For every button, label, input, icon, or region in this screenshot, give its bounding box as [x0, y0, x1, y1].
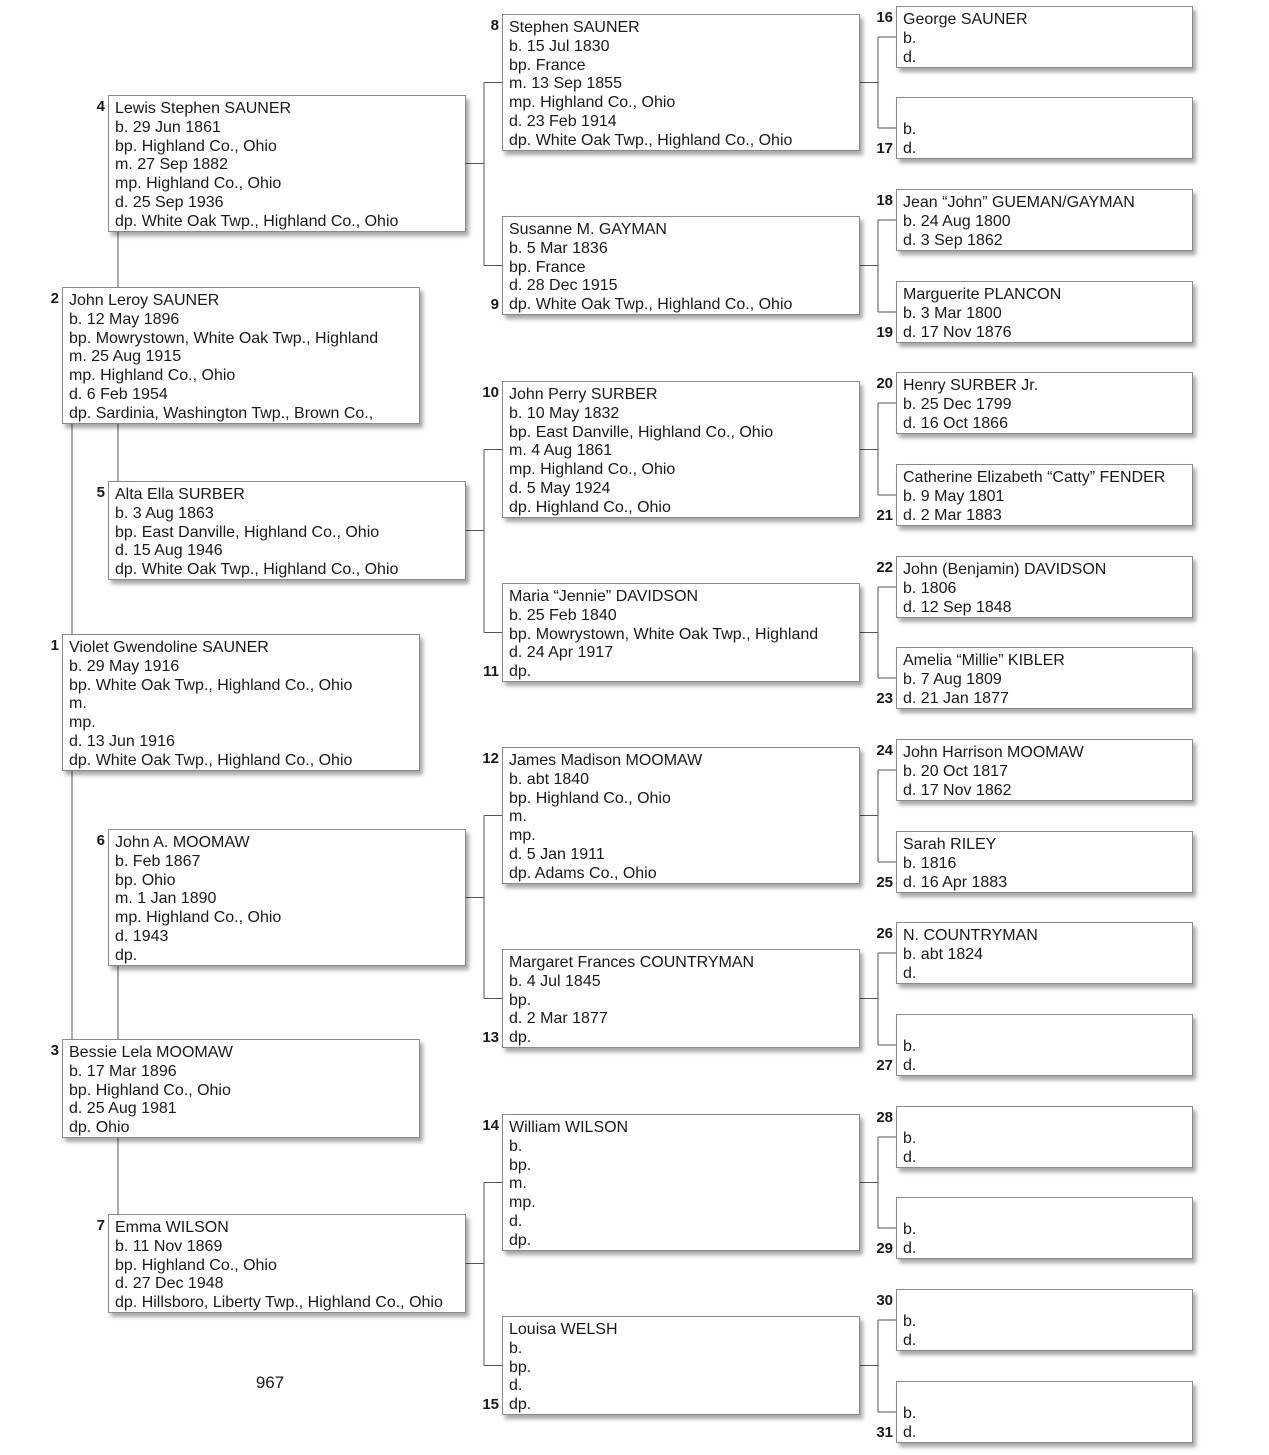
ahnentafel-number-24: 24 [876, 742, 893, 759]
person-name: James Madison MOOMAW [509, 752, 703, 769]
person-fact: b. 9 May 1801 [903, 487, 1005, 505]
person-fact: dp. White Oak Twp., Highland Co., Ohio [509, 296, 793, 314]
ahnentafel-number-28: 28 [876, 1109, 893, 1126]
ahnentafel-number-6: 6 [96, 832, 105, 849]
ahnentafel-number-8: 8 [490, 17, 499, 34]
person-fact: dp. Ohio [69, 1119, 130, 1137]
person-fact: d. 2 Mar 1883 [903, 506, 1002, 524]
person-fact: d. 21 Jan 1877 [903, 689, 1009, 707]
person-fact: b. [509, 1339, 523, 1357]
person-fact: b. 1806 [903, 579, 957, 597]
person-fact: b. [903, 1130, 917, 1147]
ahnentafel-number-15: 15 [482, 1396, 499, 1413]
person-box-20 [896, 372, 1193, 434]
person-fact: b. 7 Aug 1809 [903, 670, 1002, 688]
person-fact: m. 1 Jan 1890 [115, 890, 217, 908]
person-fact: dp. Sardinia, Washington Twp., Brown Co., [69, 404, 374, 422]
ahnentafel-number-10: 10 [482, 384, 499, 401]
person-fact: mp. Highland Co., Ohio [509, 94, 676, 112]
person-fact: dp. Highland Co., Ohio [509, 498, 671, 516]
person-box-9 [502, 216, 860, 315]
person-box-24 [896, 739, 1193, 801]
person-fact: b. 3 Mar 1800 [903, 304, 1002, 322]
page-number: 967 [255, 1373, 285, 1392]
person-fact: d. 2 Mar 1877 [509, 1010, 608, 1028]
ahnentafel-number-5: 5 [96, 484, 105, 501]
ahnentafel-number-4: 4 [96, 98, 105, 115]
ahnentafel-number-23: 23 [876, 690, 893, 707]
person-fact: d. [903, 964, 917, 982]
person-fact: d. 25 Sep 1936 [115, 193, 224, 211]
ahnentafel-number-11: 11 [483, 663, 499, 680]
person-fact: b. abt 1840 [509, 770, 590, 788]
person-box-16 [896, 6, 1193, 68]
ahnentafel-number-18: 18 [876, 192, 893, 209]
person-fact: b. 1816 [903, 854, 957, 872]
person-fact: d. 17 Nov 1862 [903, 781, 1012, 799]
person-box-22 [896, 556, 1193, 618]
person-fact: d. [509, 1212, 523, 1230]
person-fact: d. 12 Sep 1848 [903, 598, 1012, 616]
person-fact: m. [509, 1175, 527, 1193]
person-fact: d. [903, 139, 917, 157]
ahnentafel-number-9: 9 [490, 296, 499, 313]
person-name: Margaret Frances COUNTRYMAN [509, 954, 755, 971]
person-fact: d. 15 Aug 1946 [115, 542, 223, 560]
person-fact: mp. Highland Co., Ohio [509, 461, 676, 479]
ahnentafel-number-29: 29 [876, 1240, 893, 1257]
person-box-11 [502, 583, 860, 682]
person-fact: bp. Ohio [115, 871, 176, 889]
person-name: Stephen SAUNER [509, 19, 640, 36]
person-fact: mp. [509, 1194, 536, 1212]
person-fact: b. [903, 1038, 917, 1055]
person-fact: d. 5 May 1924 [509, 479, 611, 497]
person-box-21 [896, 464, 1193, 526]
person-box-17 [896, 97, 1193, 159]
person-box-28 [896, 1106, 1193, 1168]
person-fact: b. abt 1824 [903, 945, 984, 963]
person-fact: b. [903, 1313, 917, 1330]
person-box-6 [108, 829, 466, 966]
person-fact: dp. [509, 663, 532, 681]
person-fact: b. 29 May 1916 [69, 657, 180, 675]
person-fact: b. [903, 1221, 917, 1238]
person-fact: b. [903, 29, 917, 47]
ahnentafel-number-19: 19 [876, 324, 893, 341]
ahnentafel-number-16: 16 [876, 9, 893, 26]
person-name: Jean “John” GUEMAN/GAYMAN [903, 194, 1135, 211]
person-fact: dp. Adams Co., Ohio [509, 864, 657, 882]
person-fact: dp. White Oak Twp., Highland Co., Ohio [115, 212, 399, 230]
ahnentafel-number-17: 17 [876, 140, 893, 157]
person-fact: b. [903, 1405, 917, 1422]
person-fact: b. 11 Nov 1869 [115, 1237, 223, 1255]
person-box-25 [896, 831, 1193, 893]
ahnentafel-number-12: 12 [482, 750, 499, 767]
person-fact: d. 6 Feb 1954 [69, 385, 168, 403]
person-fact: b. 25 Dec 1799 [903, 395, 1012, 413]
person-name: Catherine Elizabeth “Catty” FENDER [903, 469, 1166, 486]
person-fact: d. 3 Sep 1862 [903, 231, 1003, 249]
person-name: John Leroy SAUNER [69, 292, 220, 309]
ahnentafel-number-25: 25 [876, 874, 893, 891]
person-box-1 [62, 634, 420, 771]
person-box-29 [896, 1197, 1193, 1259]
person-fact: bp. White Oak Twp., Highland Co., Ohio [69, 676, 353, 694]
person-box-26 [896, 922, 1193, 984]
person-fact: d. 17 Nov 1876 [903, 323, 1012, 341]
person-fact: d. [903, 1423, 917, 1441]
ahnentafel-number-27: 27 [876, 1057, 893, 1074]
person-fact: bp. East Danville, Highland Co., Ohio [115, 523, 380, 541]
person-box-5 [108, 481, 466, 580]
person-fact: b. [509, 1137, 523, 1155]
person-fact: m. 25 Aug 1915 [69, 348, 182, 366]
person-name: John (Benjamin) DAVIDSON [903, 561, 1107, 578]
ahnentafel-number-7: 7 [96, 1217, 105, 1234]
person-name: Lewis Stephen SAUNER [115, 100, 292, 117]
person-fact: m. [69, 695, 87, 713]
person-box-12 [502, 747, 860, 884]
ahnentafel-number-26: 26 [876, 925, 893, 942]
person-fact: bp. France [509, 56, 586, 74]
person-fact: bp. Highland Co., Ohio [509, 789, 671, 807]
person-fact: b. 24 Aug 1800 [903, 212, 1011, 230]
person-fact: dp. [115, 946, 138, 964]
person-fact: b. 3 Aug 1863 [115, 504, 214, 522]
person-fact: b. 29 Jun 1861 [115, 118, 221, 136]
person-name: Sarah RILEY [903, 836, 997, 853]
person-name: Henry SURBER Jr. [903, 377, 1039, 394]
person-box-31 [896, 1381, 1193, 1443]
person-fact: mp. Highland Co., Ohio [115, 175, 282, 193]
person-fact: b. 5 Mar 1836 [509, 239, 608, 257]
person-box-3 [62, 1039, 420, 1138]
person-fact: bp. Highland Co., Ohio [115, 1256, 277, 1274]
person-box-19 [896, 281, 1193, 343]
person-name: Bessie Lela MOOMAW [69, 1044, 233, 1061]
person-name: Maria “Jennie” DAVIDSON [509, 588, 699, 605]
person-fact: m. 27 Sep 1882 [115, 156, 228, 174]
person-fact: dp. Hillsboro, Liberty Twp., Highland Co., Ohio [115, 1294, 443, 1312]
person-fact: bp. Mowrystown, White Oak Twp., Highland [69, 329, 379, 347]
person-box-27 [896, 1014, 1193, 1076]
person-fact: d. 16 Oct 1866 [903, 414, 1008, 432]
ahnentafel-number-30: 30 [876, 1292, 893, 1309]
person-box-30 [896, 1289, 1193, 1351]
person-fact: d. 27 Dec 1948 [115, 1275, 224, 1293]
person-box-7 [108, 1214, 466, 1313]
person-fact: dp. White Oak Twp., Highland Co., Ohio [115, 561, 399, 579]
person-name: George SAUNER [903, 11, 1028, 28]
person-name: N. COUNTRYMAN [903, 927, 1038, 944]
person-fact: dp. [509, 1396, 532, 1414]
person-name: William WILSON [509, 1119, 629, 1136]
person-fact: d. [903, 48, 917, 66]
person-name: Emma WILSON [115, 1219, 229, 1236]
person-fact: b. [903, 121, 917, 138]
person-fact: d. 28 Dec 1915 [509, 277, 618, 295]
person-name: Marguerite PLANCON [903, 286, 1062, 303]
person-fact: b. 4 Jul 1845 [509, 972, 601, 990]
person-box-15 [502, 1316, 860, 1415]
person-box-14 [502, 1114, 860, 1251]
person-name: John Harrison MOOMAW [903, 744, 1084, 761]
person-fact: d. 23 Feb 1914 [509, 112, 617, 130]
ahnentafel-number-2: 2 [50, 290, 59, 307]
ahnentafel-number-21: 21 [876, 507, 893, 524]
person-name: John A. MOOMAW [115, 834, 250, 851]
ahnentafel-number-14: 14 [482, 1117, 499, 1134]
person-fact: b. 17 Mar 1896 [69, 1062, 177, 1080]
person-fact: d. [903, 1056, 917, 1074]
person-box-8 [502, 14, 860, 151]
person-fact: bp. Highland Co., Ohio [69, 1081, 231, 1099]
person-name: John Perry SURBER [509, 386, 658, 403]
person-fact: m. 4 Aug 1861 [509, 442, 613, 460]
ahnentafel-number-1: 1 [50, 637, 59, 654]
person-fact: b. 10 May 1832 [509, 404, 620, 422]
person-fact: d. 5 Jan 1911 [509, 845, 605, 863]
person-fact: d. 25 Aug 1981 [69, 1100, 177, 1118]
person-fact: m. 13 Sep 1855 [509, 75, 622, 93]
person-fact: b. Feb 1867 [115, 852, 201, 870]
ahnentafel-number-31: 31 [876, 1424, 893, 1441]
person-fact: dp. White Oak Twp., Highland Co., Ohio [69, 751, 353, 769]
person-box-23 [896, 647, 1193, 709]
person-box-10 [502, 381, 860, 518]
person-fact: d. [903, 1148, 917, 1166]
person-fact: bp. [509, 1156, 532, 1174]
person-name: Louisa WELSH [509, 1321, 618, 1338]
person-fact: bp. Mowrystown, White Oak Twp., Highland [509, 625, 819, 643]
person-fact: b. 20 Oct 1817 [903, 762, 1008, 780]
person-fact: b. 15 Jul 1830 [509, 37, 610, 55]
ahnentafel-number-13: 13 [482, 1029, 499, 1046]
person-fact: dp. [509, 1029, 532, 1047]
ahnentafel-number-22: 22 [876, 559, 893, 576]
person-fact: d. [903, 1331, 917, 1349]
person-fact: m. [509, 808, 527, 826]
person-fact: b. 12 May 1896 [69, 310, 180, 328]
person-name: Susanne M. GAYMAN [509, 221, 667, 238]
person-fact: mp. [509, 827, 536, 845]
person-box-2 [62, 287, 420, 424]
person-box-13 [502, 949, 860, 1048]
person-fact: d. 16 Apr 1883 [903, 873, 1008, 891]
person-fact: bp. East Danville, Highland Co., Ohio [509, 423, 774, 441]
person-fact: d. 24 Apr 1917 [509, 644, 614, 662]
person-fact: b. 25 Feb 1840 [509, 606, 617, 624]
person-fact: dp. White Oak Twp., Highland Co., Ohio [509, 131, 793, 149]
person-fact: d. 1943 [115, 927, 169, 945]
person-fact: bp. [509, 991, 532, 1009]
person-fact: bp. [509, 1358, 532, 1376]
person-name: Violet Gwendoline SAUNER [69, 639, 269, 656]
person-fact: d. 13 Jun 1916 [69, 732, 175, 750]
person-fact: mp. Highland Co., Ohio [69, 367, 236, 385]
person-fact: d. [903, 1239, 917, 1257]
person-box-18 [896, 189, 1193, 251]
ahnentafel-number-3: 3 [50, 1042, 59, 1059]
person-box-4 [108, 95, 466, 232]
person-fact: dp. [509, 1231, 532, 1249]
person-name: Amelia “Millie” KIBLER [903, 652, 1065, 669]
person-fact: mp. Highland Co., Ohio [115, 909, 282, 927]
person-fact: mp. [69, 714, 96, 732]
ahnentafel-number-20: 20 [876, 375, 893, 392]
person-fact: bp. France [509, 258, 586, 276]
person-name: Alta Ella SURBER [115, 486, 245, 503]
person-fact: d. [509, 1377, 523, 1395]
person-fact: bp. Highland Co., Ohio [115, 137, 277, 155]
